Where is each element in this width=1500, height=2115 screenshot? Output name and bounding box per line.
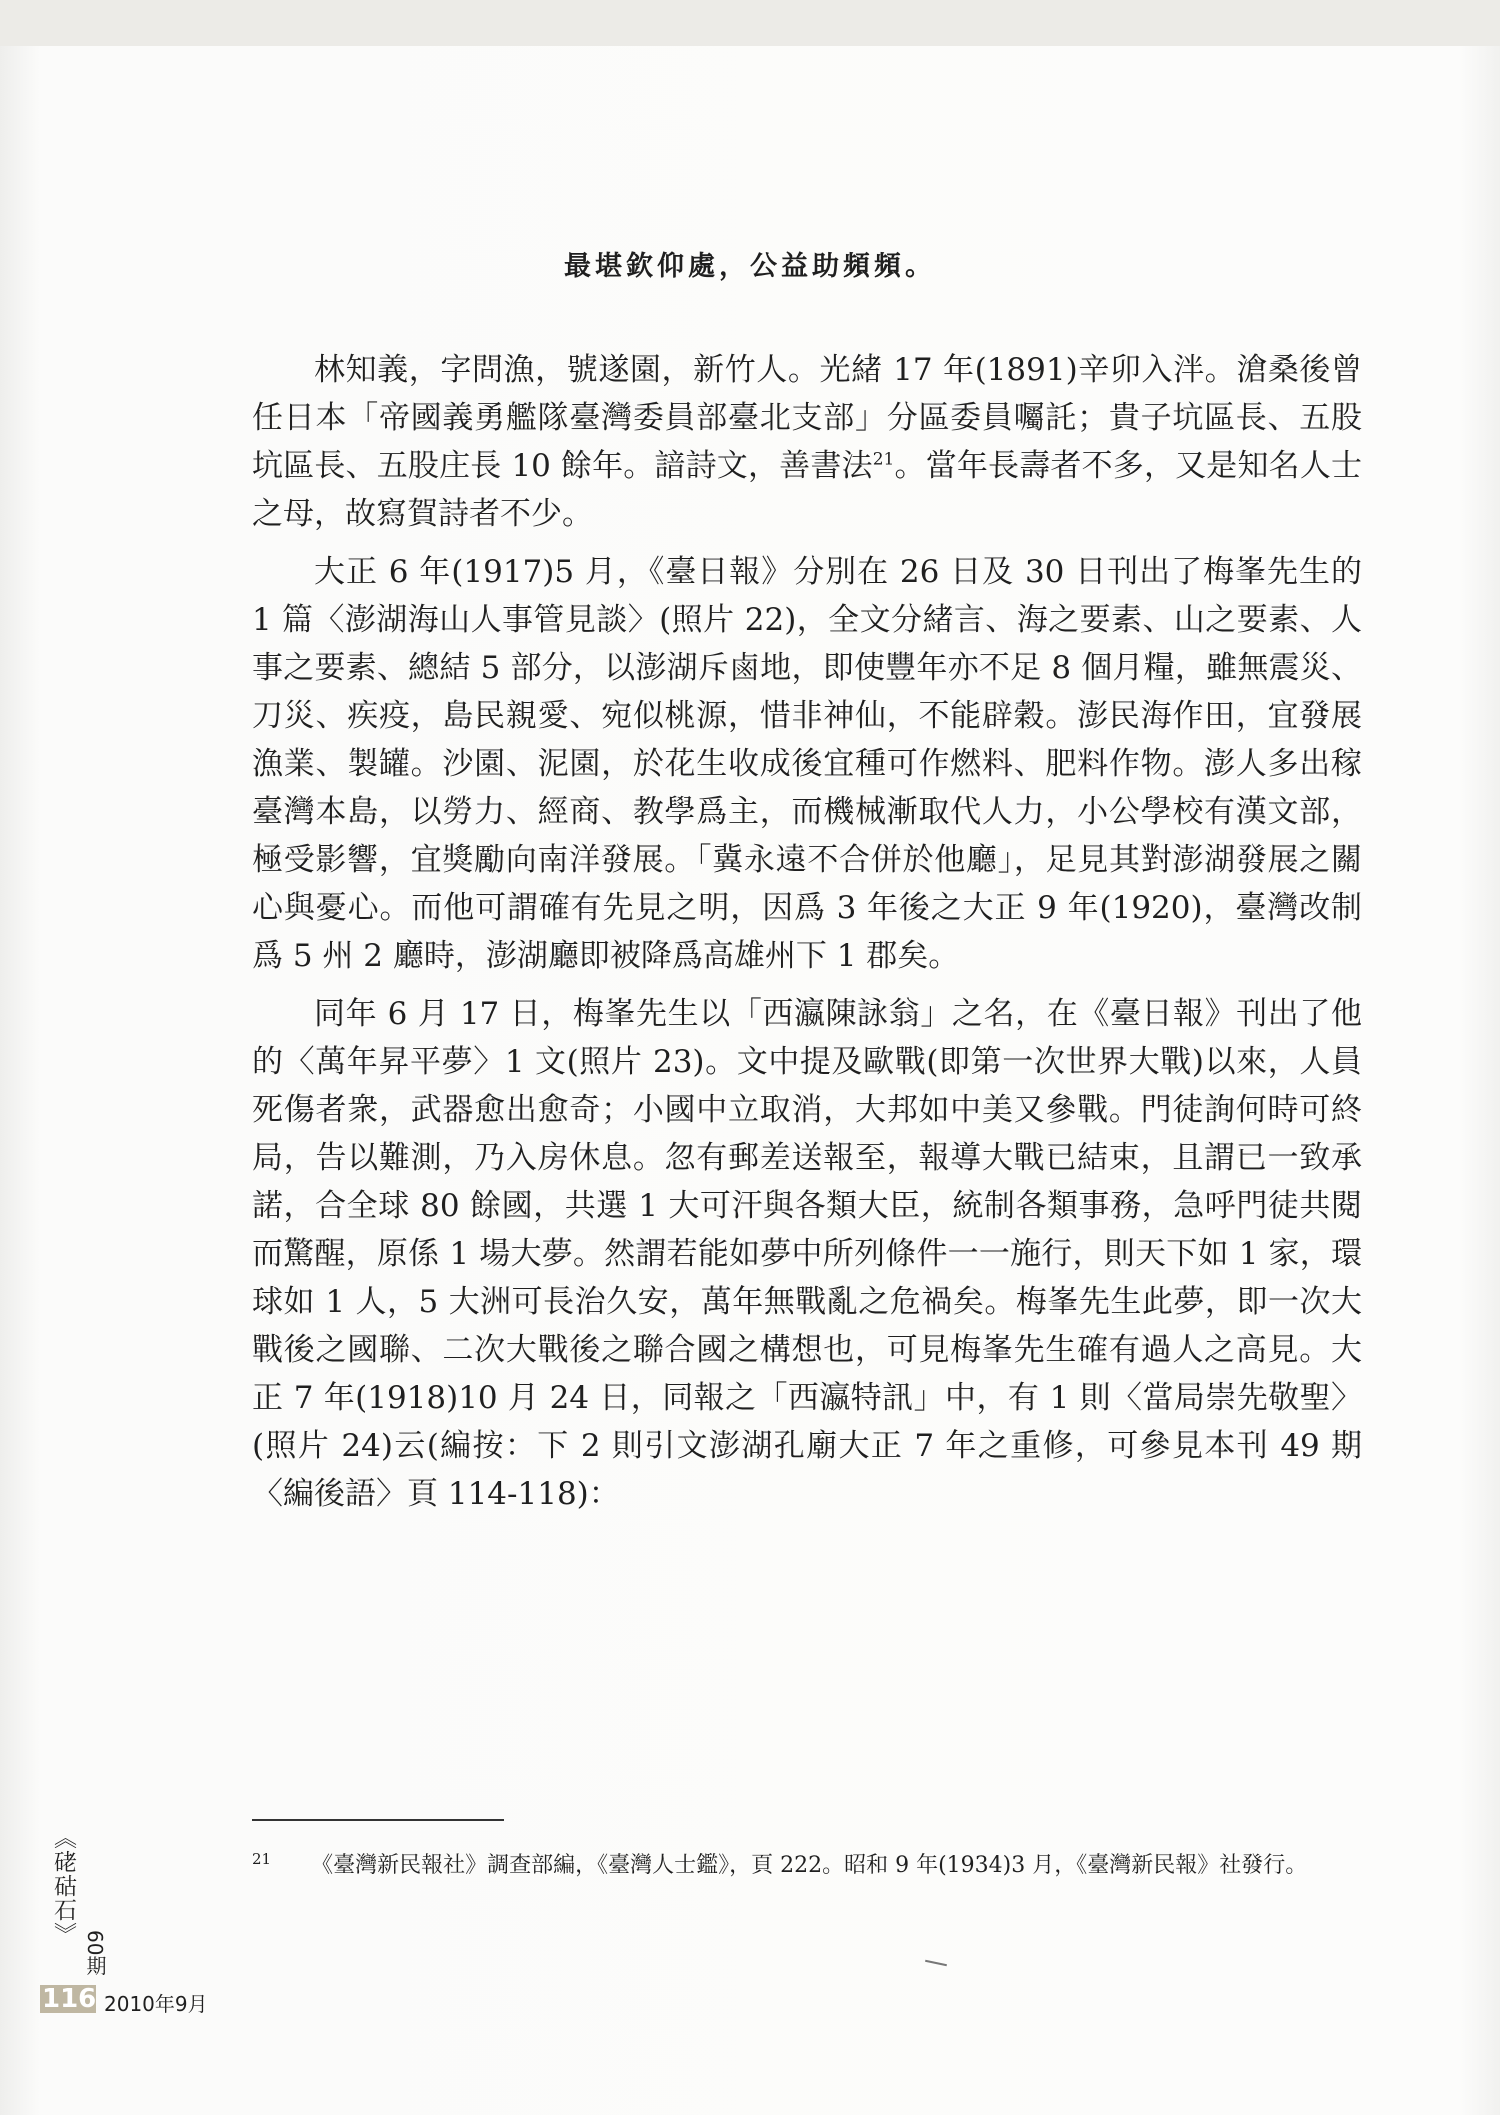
paragraph-2: 大正 6 年(1917)5 月，《臺日報》分別在 26 日及 30 日刊出了梅峯先生的 1 篇〈澎湖海山人事管見談〉(照片 22)，全文分緒言、海之要素、山之要素、人事之要素、總結 5 部分，以澎湖斥鹵地，即使豐年亦不足 8 個月糧，雖無震災、刀災、疾疫，島民親愛、宛似桃源，惜非神仙，不能辟穀。澎民海作田，宜發展漁業、製罐。沙園、泥園，於花生收成後宜種可作燃料、肥料作物。澎人多出稼臺灣本島，以勞力、經商、教學爲主，而機械漸取代人力，小公學校有漢文部，極受影響，宜獎勵向南洋發展。「冀永遠不合併於他廳」，足見其對澎湖發展之關心與憂心。而他可謂確有先見之明，因爲 3 年後之大正 9 年(1920)，臺灣改制爲 5 州 2 廳時，澎湖廳即被降爲高雄州下 1 郡矣。 [252, 554, 1362, 974]
journal-title: 《硓𥑮石》 [50, 1826, 76, 1946]
footnote-reference[interactable]: 21 [872, 449, 895, 470]
footnote-divider [252, 1819, 504, 1821]
paragraph-1 [252, 346, 1362, 538]
paragraph-1-text-cont: 。當年長壽者不多，又是知名人士之母，故寫賀詩者不少。 [252, 448, 1363, 532]
footnote-number: 21 [252, 1849, 272, 1868]
article-body [252, 346, 1362, 1528]
footnote [252, 1850, 1362, 1882]
issue-date: 2010年9月 [104, 1992, 208, 2016]
page-number: 116 [42, 1984, 97, 2014]
paragraph-1-text: 林知義，字問漁，號遂園，新竹人。光緒 17 年(1891)辛卯入泮。滄桑後曾任日本「帝國義勇艦隊臺灣委員部臺北支部」分區委員囑託；貴子坑區長、五股坑區長、五股庄長 10 餘年。諳詩文，善書法 [252, 352, 1362, 484]
scan-top-edge [0, 0, 1500, 46]
paragraph-3: 同年 6 月 17 日，梅峯先生以「西瀛陳詠翁」之名，在《臺日報》刊出了他的〈萬年昇平夢〉1 文(照片 23)。文中提及歐戰(即第一次世界大戰)以來，人員死傷者衆，武器愈出愈奇；小國中立取消，大邦如中美又參戰。門徒詢何時可終局，告以難測，乃入房休息。忽有郵差送報至，報導大戰已結束，且謂已一致承諾，合全球 80 餘國，共選 1 大可汗與各類大臣，統制各類事務，急呼門徒共閱而驚醒，原係 1 場大夢。然謂若能如夢中所列條件一一施行，則天下如 1 家，環球如 1 人，5 大洲可長治久安，萬年無戰亂之危禍矣。梅峯先生此夢，即一次大戰後之國聯、二次大戰後之聯合國之構想也，可見梅峯先生確有過人之高見。大正 7 年(1918)10 月 24 日，同報之「西瀛特訊」中，有 1 則〈當局崇先敬聖〉(照片 24)云(編按：下 2 則引文澎湖孔廟大正 7 年之重修，可參見本刊 49 期〈編後語〉頁 114-118)： [252, 996, 1362, 1512]
issue-label: 60期 [83, 1930, 107, 1976]
footnote-text: 《臺灣新民報社》調查部編，《臺灣人士鑑》，頁 222。昭和 9 年(1934)3 月，《臺灣新民報》社發行。 [311, 1853, 1308, 1878]
poem-line: 最堪欽仰處，公益助頻頻。 [564, 251, 936, 282]
